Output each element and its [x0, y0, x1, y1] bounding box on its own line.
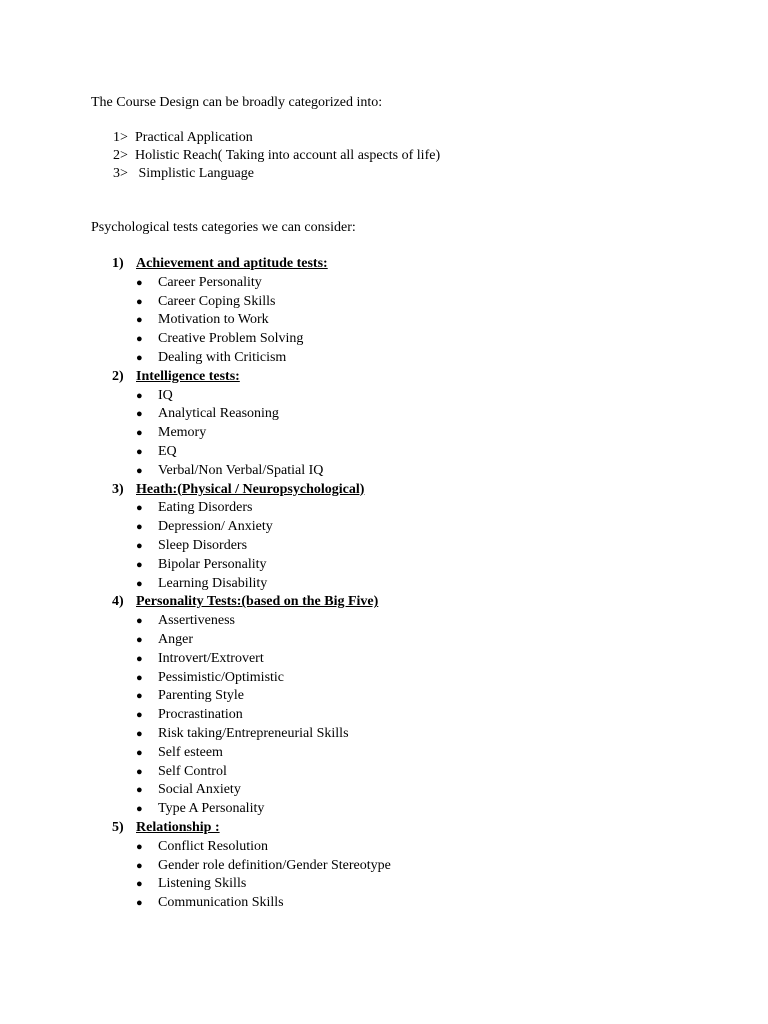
- bullet-icon: ●: [136, 633, 143, 646]
- list-item: [112, 650, 391, 669]
- bullet-icon: ●: [136, 314, 143, 327]
- category-title: Heath:(Physical / Neuropsychological): [136, 481, 365, 497]
- list-item: [112, 330, 391, 349]
- list-item-text: Verbal/Non Verbal/Spatial IQ: [158, 462, 324, 478]
- category-items: [112, 612, 391, 819]
- list-item-text: Risk taking/Entrepreneurial Skills: [158, 725, 349, 741]
- list-item: [112, 612, 391, 631]
- category-number: 2): [112, 368, 124, 384]
- list-item: [112, 800, 391, 819]
- list-item: [112, 669, 391, 688]
- bullet-icon: ●: [136, 351, 143, 364]
- list-item-text: Social Anxiety: [158, 782, 241, 798]
- list-item: [112, 857, 391, 876]
- category-heading: [112, 368, 391, 387]
- design-item: [113, 165, 440, 183]
- bullet-icon: ●: [136, 276, 143, 289]
- list-item-text: Learning Disability: [158, 575, 268, 591]
- category-heading: [112, 819, 391, 838]
- list-item: [112, 443, 391, 462]
- bullet-icon: ●: [136, 464, 143, 477]
- design-item-marker: 3>: [113, 166, 128, 182]
- category-number: 1): [112, 256, 124, 271]
- list-item-text: Anger: [158, 631, 193, 647]
- list-item: [112, 725, 391, 744]
- bullet-icon: ●: [136, 840, 143, 853]
- list-item: [112, 274, 391, 293]
- bullet-icon: ●: [136, 502, 143, 515]
- list-item-text: Pessimistic/Optimistic: [158, 669, 285, 685]
- category-number: 3): [112, 481, 124, 497]
- list-item-text: Motivation to Work: [158, 312, 269, 328]
- design-item-text: Holistic Reach( Taking into account all aspects of life): [135, 148, 441, 164]
- list-item: [112, 838, 391, 857]
- design-item-marker: 2>: [113, 148, 128, 164]
- list-item: [112, 687, 391, 706]
- category-heading: [112, 255, 391, 274]
- list-item-text: Assertiveness: [158, 613, 235, 629]
- list-item-text: Conflict Resolution: [158, 838, 269, 854]
- category-title: Relationship :: [136, 819, 220, 835]
- test-category: [112, 481, 391, 594]
- list-item-text: Sleep Disorders: [158, 537, 248, 553]
- design-item: [113, 147, 440, 165]
- list-item: [112, 763, 391, 782]
- list-item: [112, 462, 391, 481]
- bullet-icon: ●: [136, 408, 143, 421]
- bullet-icon: ●: [136, 859, 143, 872]
- list-item: [112, 706, 391, 725]
- list-item: [112, 744, 391, 763]
- category-number: 4): [112, 594, 124, 610]
- bullet-icon: ●: [136, 295, 143, 308]
- bullet-icon: ●: [136, 389, 143, 402]
- list-item-text: Career Coping Skills: [158, 293, 276, 309]
- bullet-icon: ●: [136, 727, 143, 740]
- list-item-text: Type A Personality: [158, 801, 265, 817]
- bullet-icon: ●: [136, 671, 143, 684]
- list-item-text: Depression/ Anxiety: [158, 519, 273, 535]
- design-item-marker: 1>: [113, 130, 128, 145]
- list-item-text: Career Personality: [158, 274, 262, 290]
- design-item: [113, 129, 440, 147]
- list-item: [112, 575, 391, 594]
- category-heading: [112, 593, 391, 612]
- category-items: [112, 499, 391, 593]
- list-item-text: Eating Disorders: [158, 500, 253, 516]
- list-item: [112, 518, 391, 537]
- bullet-icon: ●: [136, 445, 143, 458]
- bullet-icon: ●: [136, 765, 143, 778]
- list-item-text: Self esteem: [158, 744, 223, 760]
- category-title: Intelligence tests:: [136, 368, 240, 384]
- list-item: [112, 781, 391, 800]
- list-item-text: Gender role definition/Gender Stereotype: [158, 857, 391, 873]
- bullet-icon: ●: [136, 333, 143, 346]
- list-item: [112, 556, 391, 575]
- list-item: [112, 311, 391, 330]
- bullet-icon: ●: [136, 690, 143, 703]
- course-design-list: [113, 129, 440, 184]
- list-item-text: Introvert/Extrovert: [158, 650, 264, 666]
- category-title: Achievement and aptitude tests:: [136, 256, 328, 271]
- bullet-icon: ●: [136, 803, 143, 816]
- bullet-icon: ●: [136, 746, 143, 759]
- list-item-text: Creative Problem Solving: [158, 331, 304, 347]
- list-item: [112, 405, 391, 424]
- list-item-text: Self Control: [158, 763, 227, 779]
- design-item-text: Practical Application: [135, 130, 253, 145]
- list-item-text: Listening Skills: [158, 876, 247, 892]
- category-number: 5): [112, 819, 124, 835]
- list-item-text: Analytical Reasoning: [158, 406, 279, 422]
- test-category: [112, 255, 391, 368]
- bullet-icon: ●: [136, 709, 143, 722]
- list-item-text: Parenting Style: [158, 688, 244, 704]
- list-item-text: Dealing with Criticism: [158, 349, 287, 365]
- list-item-text: Communication Skills: [158, 895, 284, 911]
- test-category: [112, 368, 391, 481]
- list-item: [112, 349, 391, 368]
- list-item-text: IQ: [158, 387, 173, 403]
- category-items: [112, 838, 391, 913]
- bullet-icon: ●: [136, 615, 143, 628]
- list-item-text: Bipolar Personality: [158, 556, 267, 572]
- bullet-icon: ●: [136, 558, 143, 571]
- bullet-icon: ●: [136, 427, 143, 440]
- category-items: [112, 274, 391, 368]
- category-heading: [112, 481, 391, 500]
- bullet-icon: ●: [136, 897, 143, 910]
- list-item: [112, 894, 391, 913]
- list-item: [112, 499, 391, 518]
- design-item-text: Simplistic Language: [135, 166, 254, 182]
- list-item: [112, 875, 391, 894]
- bullet-icon: ●: [136, 652, 143, 665]
- tests-categories-intro: Psychological tests categories we can consider:: [91, 220, 356, 235]
- bullet-icon: ●: [136, 521, 143, 534]
- list-item: [112, 293, 391, 312]
- course-design-intro: The Course Design can be broadly categorized into:: [91, 95, 383, 110]
- list-item: [112, 424, 391, 443]
- list-item-text: Procrastination: [158, 707, 243, 723]
- list-item: [112, 631, 391, 650]
- bullet-icon: ●: [136, 784, 143, 797]
- list-item-text: EQ: [158, 443, 177, 459]
- list-item-text: Memory: [158, 425, 207, 441]
- bullet-icon: ●: [136, 878, 143, 891]
- test-categories-list: [112, 255, 391, 913]
- list-item: [112, 387, 391, 406]
- bullet-icon: ●: [136, 577, 143, 590]
- test-category: [112, 593, 391, 819]
- list-item: [112, 537, 391, 556]
- bullet-icon: ●: [136, 539, 143, 552]
- category-title: Personality Tests:(based on the Big Five): [136, 594, 379, 610]
- category-items: [112, 387, 391, 481]
- test-category: [112, 819, 391, 913]
